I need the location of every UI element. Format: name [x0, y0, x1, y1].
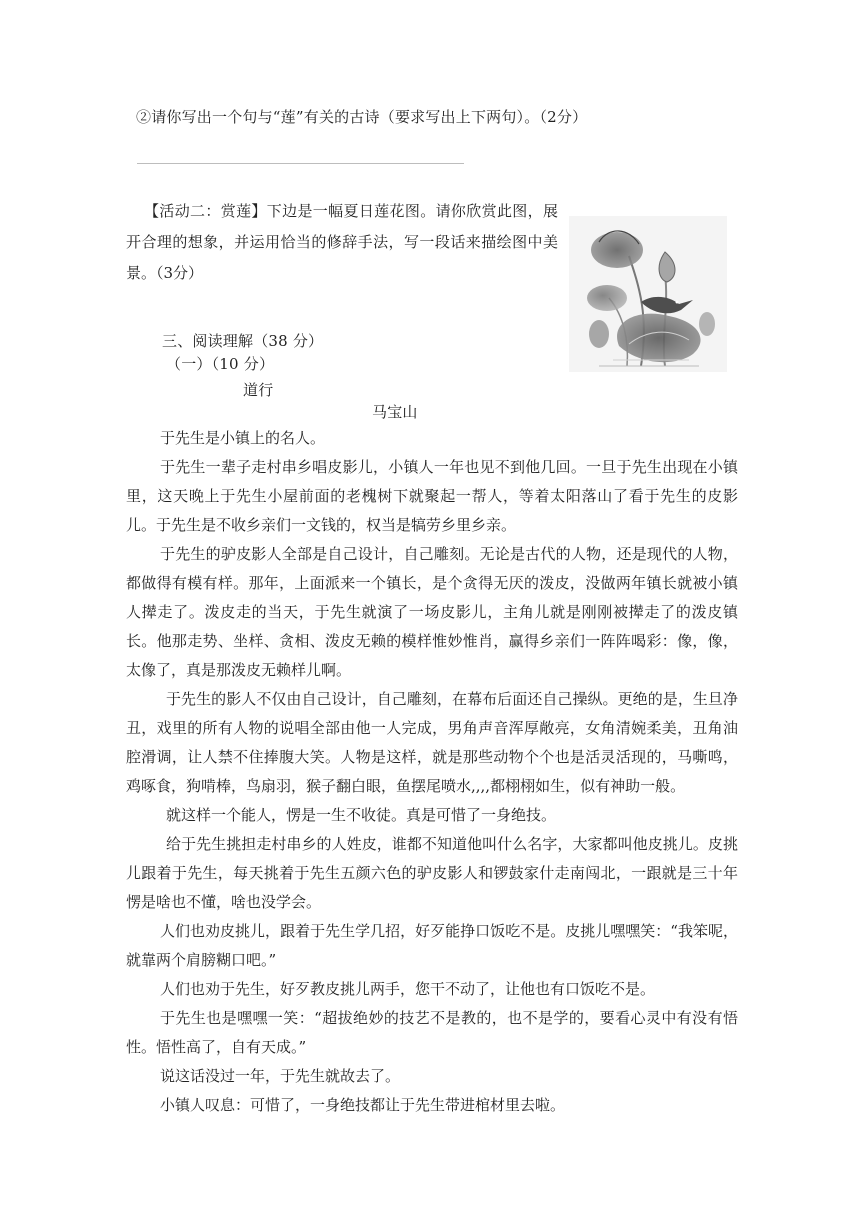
paragraph-6: 给于先生挑担走村串乡的人姓皮，谁都不知道他叫什么名字，大家都叫他皮挑儿。皮挑儿跟着于先生，每天挑着于先生五颜六色的驴皮影人和锣鼓家什走南闯北，一跟就是三十年愣是啥也不懂，啥也没学会。 [126, 835, 738, 911]
paragraph-8: 人们也劝于先生，好歹教皮挑儿两手，您干不动了，让他也有口饭吃不是。 [160, 980, 656, 998]
question-2: ②请你写出一个句与“莲”有关的古诗（要求写出上下两句）。（2分） [136, 108, 588, 126]
paragraph-11: 小镇人叹息：可惜了，一身绝技都让于先生带进棺材里去啦。 [160, 1096, 566, 1114]
answer-blank-line[interactable] [137, 163, 464, 164]
story-author: 马宝山 [372, 403, 418, 421]
story-body [126, 424, 738, 1120]
activity-2-text: 【活动二：赏莲】下边是一幅夏日莲花图。请你欣赏此图，展开合理的想象，并运用恰当的修辞手法，写一段话来描绘图中美景。（3分） [126, 202, 558, 282]
paragraph-1: 于先生是小镇上的名人。 [160, 429, 326, 447]
paragraph-10: 说这话没过一年，于先生就故去了。 [160, 1067, 401, 1085]
paragraph-4: 于先生的影人不仅由自己设计，自己雕刻，在幕布后面还自己操纵。更绝的是，生旦净丑，戏里的所有人物的说唱全部由他一人完成，男角声音浑厚敞亮，女角清婉柔美，丑角油腔滑调，让人禁不住捧腹大笑。人物是这样，就是那些动物个个也是活灵活现的，马嘶鸣，鸡啄食，狗啃棒，鸟扇羽，猴子翻白眼，鱼摆尾喷水,,,,都栩栩如生，似有神助一般。 [126, 690, 738, 795]
paragraph-5: 就这样一个能人，愣是一生不收徒。真是可惜了一身绝技。 [166, 806, 557, 824]
paragraph-9: 于先生也是嘿嘿一笑：“超拔绝妙的技艺不是教的，也不是学的，要看心灵中有没有悟性。悟性高了，自有天成。” [126, 1009, 738, 1056]
paragraph-2: 于先生一辈子走村串乡唱皮影儿，小镇人一年也见不到他几回。一旦于先生出现在小镇里，这天晚上于先生小屋前面的老槐树下就聚起一帮人，等着太阳落山了看于先生的皮影儿。于先生是不收乡亲们一文钱的，权当是犒劳乡里乡亲。 [126, 458, 738, 534]
part-1-heading: （一）（10 分） [166, 355, 275, 373]
paragraph-3: 于先生的驴皮影人全部是自己设计，自己雕刻。无论是古代的人物，还是现代的人物，都做得有模有样。那年，上面派来一个镇长，是个贪得无厌的泼皮，没做两年镇长就被小镇人撵走了。泼皮走的当天，于先生就演了一场皮影儿，主角儿就是刚刚被撵走了的泼皮镇长。他那走势、坐样、贪相、泼皮无赖的模样惟妙惟肖，赢得乡亲们一阵阵喝彩：像，像，太像了，真是那泼皮无赖样儿啊。 [126, 545, 738, 679]
lotus-painting-icon [569, 216, 727, 372]
activity-2 [126, 196, 558, 289]
story-title: 道行 [243, 381, 274, 399]
paragraph-7: 人们也劝皮挑儿，跟着于先生学几招，好歹能挣口饭吃不是。皮挑儿嘿嘿笑：“我笨呢，就靠两个肩膀糊口吧。” [126, 922, 738, 969]
section-3-heading: 三、阅读理解（38 分） [162, 332, 324, 350]
